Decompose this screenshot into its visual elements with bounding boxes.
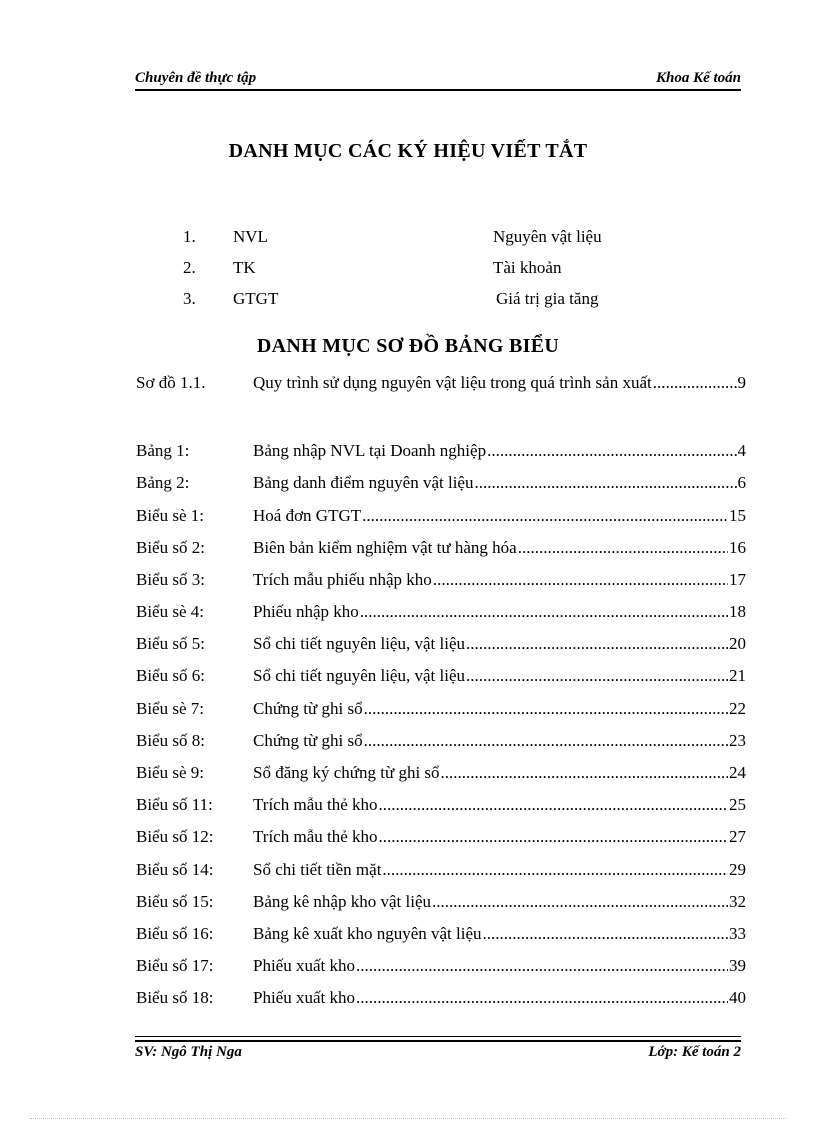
toc-leader-dots [379, 827, 728, 847]
toc-page-number: 21 [729, 666, 746, 685]
toc-leader-dots [483, 924, 728, 944]
toc-page-number: 24 [729, 763, 746, 782]
abbreviation-meaning: Tài khoản [493, 258, 562, 277]
toc-label: Biểu số 5: [136, 634, 205, 653]
page-bottom-edge [30, 1118, 786, 1119]
toc-label: Biểu số 15: [136, 892, 214, 911]
toc-row [136, 666, 746, 688]
toc-entry [253, 763, 746, 783]
toc-label: Biểu số 14: [136, 860, 214, 879]
toc-page-number: 4 [737, 441, 746, 460]
toc-label: Biểu sè 1: [136, 506, 204, 525]
toc-page-number: 40 [729, 988, 746, 1007]
toc-leader-dots [432, 892, 728, 912]
toc-entry [253, 956, 746, 976]
toc-entry [253, 634, 746, 654]
toc-entry-text: Hoá đơn GTGT [253, 506, 362, 525]
toc-entry-text: Quy trình sử dụng nguyên vật liệu trong quá trình sản xuất [253, 373, 652, 392]
toc-label: Bảng 2: [136, 473, 190, 492]
toc-page-number: 32 [729, 892, 746, 911]
toc-row [136, 827, 746, 849]
toc-leader-dots [360, 602, 728, 622]
toc-title: DANH MỤC SƠ ĐỒ BẢNG BIỂU [256, 335, 560, 357]
toc-row [136, 763, 746, 785]
toc-entry-text: Sổ chi tiết nguyên liệu, vật liệu [253, 666, 465, 685]
toc-label: Biểu sè 9: [136, 763, 204, 782]
toc-leader-dots [362, 506, 728, 526]
toc-row [136, 373, 746, 395]
toc-label: Biểu số 17: [136, 956, 214, 975]
toc-leader-dots [433, 570, 728, 590]
toc-label: Sơ đồ 1.1. [136, 373, 206, 392]
toc-leader-dots [379, 795, 728, 815]
toc-entry-text: Chứng từ ghi sổ [253, 731, 363, 750]
toc-label: Biểu sè 4: [136, 602, 204, 621]
toc-row [136, 988, 746, 1010]
page-footer [135, 1044, 741, 1064]
abbreviation-meaning: Nguyên vật liệu [493, 227, 602, 246]
toc-entry-text: Sổ chi tiết tiền mặt [253, 860, 382, 879]
toc-row [136, 441, 746, 463]
toc-entry-text: Trích mẫu thẻ kho [253, 827, 378, 846]
abbreviation-number: 2. [183, 258, 196, 277]
toc-entry [253, 373, 746, 393]
toc-label: Biểu số 11: [136, 795, 213, 814]
toc-row [136, 602, 746, 624]
toc-page-number: 22 [729, 699, 746, 718]
toc-label: Biểu số 8: [136, 731, 205, 750]
toc-entry [253, 570, 746, 590]
abbreviation-meaning: Giá trị gia tăng [496, 289, 599, 308]
toc-page-number: 6 [737, 473, 746, 492]
toc-label: Biểu số 2: [136, 538, 205, 557]
header-right-text: Khoa Kế toán [655, 70, 741, 86]
toc-entry [253, 860, 746, 880]
toc-entry-text: Trích mẫu thẻ kho [253, 795, 378, 814]
toc-row [136, 795, 746, 817]
toc-entry-text: Chứng từ ghi sổ [253, 699, 363, 718]
toc-entry-text: Trích mẫu phiếu nhập kho [253, 570, 432, 589]
abbreviation-number: 3. [183, 289, 196, 308]
toc-leader-dots [356, 956, 728, 976]
footer-student-name: SV: Ngô Thị Nga [135, 1044, 242, 1060]
toc-page-number: 25 [729, 795, 746, 814]
toc-row [136, 956, 746, 978]
toc-entry [253, 892, 746, 912]
toc-label: Biểu số 12: [136, 827, 214, 846]
footer-divider-thin [135, 1036, 741, 1037]
abbreviation-code: GTGT [233, 289, 279, 308]
toc-row [136, 892, 746, 914]
toc-label: Biểu số 18: [136, 988, 214, 1007]
toc-entry [253, 924, 746, 944]
toc-row [136, 924, 746, 946]
toc-entry [253, 666, 746, 686]
toc-entry [253, 699, 746, 719]
toc-label: Biểu số 6: [136, 666, 205, 685]
toc-entry-text: Sổ đăng ký chứng từ ghi sổ [253, 763, 440, 782]
toc-entry-text: Phiếu xuất kho [253, 956, 355, 975]
toc-entry-text: Phiếu nhập kho [253, 602, 359, 621]
toc-row [136, 538, 746, 560]
toc-page-number: 39 [729, 956, 746, 975]
toc-row [136, 731, 746, 753]
toc-entry [253, 441, 746, 461]
toc-page-number: 15 [729, 506, 746, 525]
toc-entry-text: Sổ chi tiết nguyên liệu, vật liệu [253, 634, 465, 653]
toc-leader-dots [356, 988, 728, 1008]
toc-label: Bảng 1: [136, 441, 190, 460]
toc-entry [253, 473, 746, 493]
toc-row [136, 473, 746, 495]
toc-leader-dots [653, 373, 737, 393]
toc-label: Biểu số 3: [136, 570, 205, 589]
toc-page-number: 18 [729, 602, 746, 621]
toc-entry-text: Bảng kê xuất kho nguyên vật liệu [253, 924, 482, 943]
abbreviation-number: 1. [183, 227, 196, 246]
toc-row [136, 570, 746, 592]
toc-leader-dots [466, 666, 728, 686]
toc-row [136, 506, 746, 528]
toc-row [136, 860, 746, 882]
toc-entry [253, 827, 746, 847]
toc-entry [253, 988, 746, 1008]
toc-row [136, 699, 746, 721]
toc-label: Biểu số 16: [136, 924, 214, 943]
toc-leader-dots [487, 441, 736, 461]
toc-page-number: 20 [729, 634, 746, 653]
toc-entry [253, 795, 746, 815]
toc-label: Biểu sè 7: [136, 699, 204, 718]
toc-leader-dots [474, 473, 736, 493]
toc-leader-dots [364, 731, 728, 751]
footer-class-name: Lớp: Kế toán 2 [648, 1044, 741, 1060]
toc-leader-dots [518, 538, 728, 558]
header-divider [135, 89, 741, 91]
abbreviation-code: NVL [233, 227, 268, 246]
toc-row [136, 634, 746, 656]
toc-entry [253, 731, 746, 751]
toc-page-number: 9 [737, 373, 746, 392]
page-header [135, 70, 741, 90]
toc-entry [253, 538, 746, 558]
toc-page-number: 29 [729, 860, 746, 879]
footer-divider-thick [135, 1040, 741, 1042]
toc-entry [253, 602, 746, 622]
toc-page-number: 16 [729, 538, 746, 557]
toc-entry-text: Bảng danh điểm nguyên vật liệu [253, 473, 474, 492]
abbreviation-code: TK [233, 258, 256, 277]
toc-leader-dots [382, 860, 728, 880]
toc-entry-text: Phiếu xuất kho [253, 988, 355, 1007]
toc-page-number: 27 [729, 827, 746, 846]
abbreviations-title: DANH MỤC CÁC KÝ HIỆU VIẾT TẮT [228, 140, 588, 162]
toc-entry-text: Bảng nhập NVL tại Doanh nghiệp [253, 441, 487, 460]
toc-page-number: 33 [729, 924, 746, 943]
header-left-text: Chuyên đề thực tập [135, 70, 257, 86]
toc-entry-text: Bảng kê nhập kho vật liệu [253, 892, 431, 911]
toc-leader-dots [441, 763, 728, 783]
toc-entry-text: Biên bản kiểm nghiệm vật tư hàng hóa [253, 538, 517, 557]
toc-page-number: 23 [729, 731, 746, 750]
toc-page-number: 17 [729, 570, 746, 589]
toc-leader-dots [466, 634, 728, 654]
toc-leader-dots [364, 699, 728, 719]
toc-entry [253, 506, 746, 526]
